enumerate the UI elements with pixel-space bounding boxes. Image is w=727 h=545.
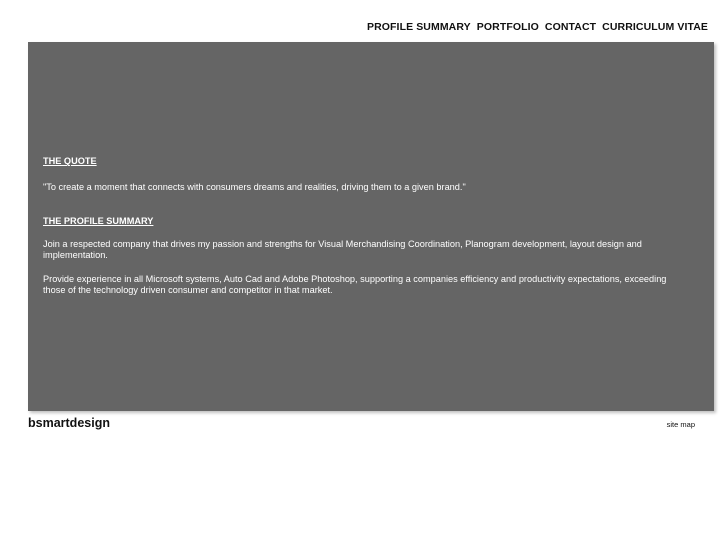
site-map-link[interactable]: site map bbox=[666, 420, 695, 429]
nav-profile-summary[interactable]: PROFILE SUMMARY bbox=[366, 21, 471, 33]
quote-heading: THE QUOTE bbox=[43, 156, 97, 166]
nav-curriculum-vitae[interactable]: CURRICULUM VITAE bbox=[602, 21, 708, 33]
content-panel bbox=[28, 42, 714, 411]
summary-paragraph-2: Provide experience in all Microsoft systems, Auto Cad and Adobe Photoshop, supporting a companies efficiency and productivity expectations, exceeding those of the technology driven consumer and competitor in that market. bbox=[43, 273, 667, 295]
top-navigation bbox=[367, 21, 708, 33]
nav-contact[interactable]: CONTACT bbox=[544, 21, 597, 33]
profile-summary-heading: THE PROFILE SUMMARY bbox=[43, 216, 154, 226]
quote-text: "To create a moment that connects with consumers dreams and realities, driving them to a given brand." bbox=[43, 181, 466, 192]
brand-logo-text[interactable]: bsmartdesign bbox=[28, 416, 110, 430]
nav-portfolio[interactable]: PORTFOLIO bbox=[476, 21, 539, 33]
summary-paragraph-1: Join a respected company that drives my passion and strengths for Visual Merchandising Coordination, Planogram development, layout design and implementation. bbox=[43, 238, 642, 260]
panel-content bbox=[43, 156, 683, 297]
